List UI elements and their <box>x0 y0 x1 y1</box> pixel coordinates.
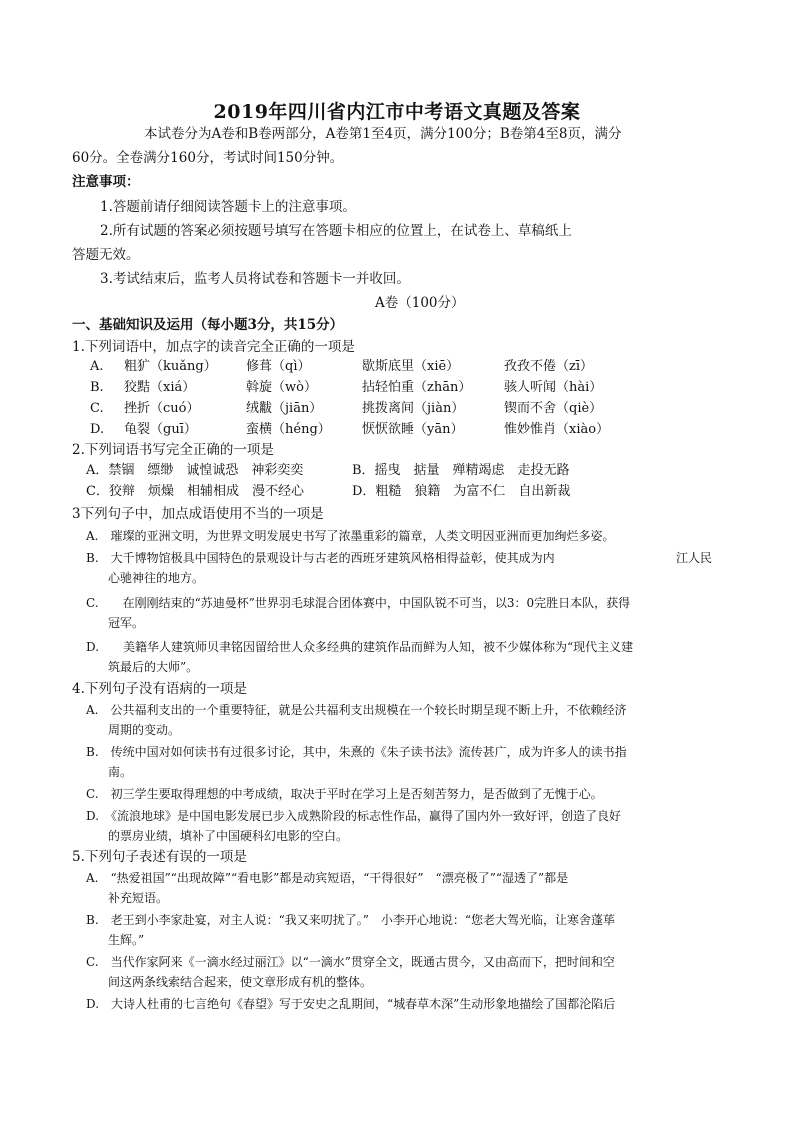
q3-option-b: B. 大千博物馆极具中国特色的景观设计与古老的西班牙建筑风格相得益彰，使其成为内 <box>86 551 555 565</box>
q3-option-b-cont: 心驰神往的地方。 <box>108 571 205 585</box>
q1-row-c-word: 锲而不舍（qiè） <box>504 401 603 416</box>
q1-row-a-word: 歇斯底里（xiē） <box>362 359 460 374</box>
q1-row-d-label: D. <box>90 422 105 437</box>
q1-row-c-word: 挫折（cuó） <box>124 401 200 416</box>
part1-heading: 一、基础知识及运用（每小题3分，共15分） <box>72 317 344 333</box>
q1-row-b-word: 拈轻怕重（zhān） <box>362 380 472 395</box>
q2-option-d: D．粗糙 狼籍 为富不仁 自出新裁 <box>352 484 571 499</box>
intro-line-1: 本试卷分为A卷和B卷两部分，A卷第1至4页，满分100分；B卷第4至8页，满分 <box>144 126 622 142</box>
q1-row-d-word: 龟裂（guī） <box>124 422 197 437</box>
notice-item-2-cont: 答题无效。 <box>72 247 140 263</box>
q1-row-b-word: 斡旋（wò） <box>246 380 317 395</box>
section-a-heading: A卷（100分） <box>375 295 465 311</box>
q2-option-c: C．狡辩 烦燥 相辅相成 漫不经心 <box>86 484 304 499</box>
page-title: 2019年四川省内江市中考语文真题及答案 <box>213 101 581 123</box>
q4-option-b-cont: 南。 <box>108 765 133 779</box>
q3-option-d-cont: 筑最后的大师”。 <box>108 660 199 674</box>
q1-stem: 1.下列词语中，加点字的读音完全正确的一项是 <box>72 339 355 355</box>
notice-item-1: 1.答题前请仔细阅读答题卡上的注意事项。 <box>100 199 356 215</box>
q5-stem: 5.下列句子表述有误的一项是 <box>72 849 247 865</box>
q5-option-c-cont: 间这两条线索结合起来，使文章形成有机的整体。 <box>108 975 373 989</box>
q1-row-d-word: 恹恹欲睡（yān） <box>362 422 464 437</box>
q5-option-a: A. “热爱祖国”“出现故障”“看电影”都是动宾短语，“干得很好” “漂亮极了”“湿透了”都是 <box>86 871 569 885</box>
q3-option-a: A. 璀璨的亚洲文明，为世界文明发展史书写了浓墨重彩的篇章，人类文明因亚洲而更加绚烂多姿。 <box>86 529 615 543</box>
q3-option-d: D. 美籍华人建筑师贝聿铭因留给世人众多经典的建筑作品而鲜为人知，被不少媒体称为“现代主义建 <box>86 640 634 654</box>
q1-row-a-label: A. <box>90 359 104 374</box>
notice-item-2: 2.所有试题的答案必须按题号填写在答题卡相应的位置上，在试卷上、草稿纸上 <box>100 223 572 239</box>
q4-option-a: A. 公共福利支出的一个重要特征，就是公共福利支出规模在一个较长时期呈现不断上升，不依赖经济 <box>86 703 627 717</box>
q3-option-c-cont: 冠军。 <box>108 616 145 630</box>
q2-option-a: A．禁锢 缥缈 诚惶诚恐 神彩奕奕 <box>86 463 304 478</box>
q1-row-c-word: 挑拨离间（jiàn） <box>362 401 465 416</box>
q4-option-d-cont: 的票房业绩，填补了中国硬科幻电影的空白。 <box>108 829 349 843</box>
q1-row-d-word: 蛮横（héng） <box>246 422 331 437</box>
q1-row-d-word: 惟妙惟肖（xiào） <box>504 422 610 437</box>
q1-row-c-label: C. <box>90 401 104 416</box>
q4-option-a-cont: 周期的变动。 <box>108 723 181 737</box>
q2-stem: 2.下列词语书写完全正确的一项是 <box>72 442 274 458</box>
q1-row-a-word: 孜孜不倦（zī） <box>504 359 594 374</box>
q1-row-b-word: 骇人听闻（hài） <box>504 380 603 395</box>
intro-line-2: 60分。全卷满分160分，考试时间150分钟。 <box>72 150 344 166</box>
q4-option-b: B. 传统中国对如何读书有过很多讨论，其中，朱熹的《朱子读书法》流传甚广，成为许多人的读书指 <box>86 745 627 759</box>
q4-option-d: D. 《流浪地球》是中国电影发展已步入成熟阶段的标志性作品，赢得了国内外一致好评，创造了良好 <box>86 809 622 823</box>
q3-stem: 3下列句子中，加点成语使用不当的一项是 <box>72 506 324 522</box>
q1-row-a-word: 粗犷（kuǎng） <box>124 359 217 374</box>
q5-option-a-cont: 补充短语。 <box>108 891 169 905</box>
q5-option-b-cont: 生辉。” <box>108 933 145 947</box>
q2-option-b: B．摇曳 掂量 殚精竭虑 走投无路 <box>352 463 570 478</box>
q3-option-c: C. 在刚刚结束的“苏迪曼杯”世界羽毛球混合团体赛中，中国队锐不可当，以3：0完胜日本队，获得 <box>86 596 631 610</box>
q1-row-b-label: B. <box>90 380 104 395</box>
q5-option-d: D. 大诗人杜甫的七言绝句《春望》写于安史之乱期间，“城春草木深”生动形象地描绘了国都沦陷后 <box>86 997 616 1011</box>
q4-option-c: C. 初三学生要取得理想的中考成绩，取决于平时在学习上是否刻苦努力，是否做到了无愧于心。 <box>86 787 603 801</box>
q5-option-c: C. 当代作家阿来《一滴水经过丽江》以“一滴水”贯穿全文，既通古贯今，又由高而下，把时间和空 <box>86 955 615 969</box>
q5-option-b: B. 老王到小李家赴宴，对主人说：“我又来叨扰了。” 小李开心地说：“您老大驾光临，让寒舍蓬荜 <box>86 913 616 927</box>
notice-heading: 注意事项： <box>72 174 140 190</box>
q1-row-b-word: 狡黠（xiá） <box>124 380 196 395</box>
q4-stem: 4.下列句子没有语病的一项是 <box>72 681 247 697</box>
q1-row-a-word: 修葺（qì） <box>246 359 311 374</box>
q1-row-c-word: 绒黻（jiān） <box>246 401 323 416</box>
q3-option-b-tail: 江人民 <box>676 551 713 565</box>
notice-item-3: 3.考试结束后，监考人员将试卷和答题卡一并收回。 <box>100 271 410 287</box>
